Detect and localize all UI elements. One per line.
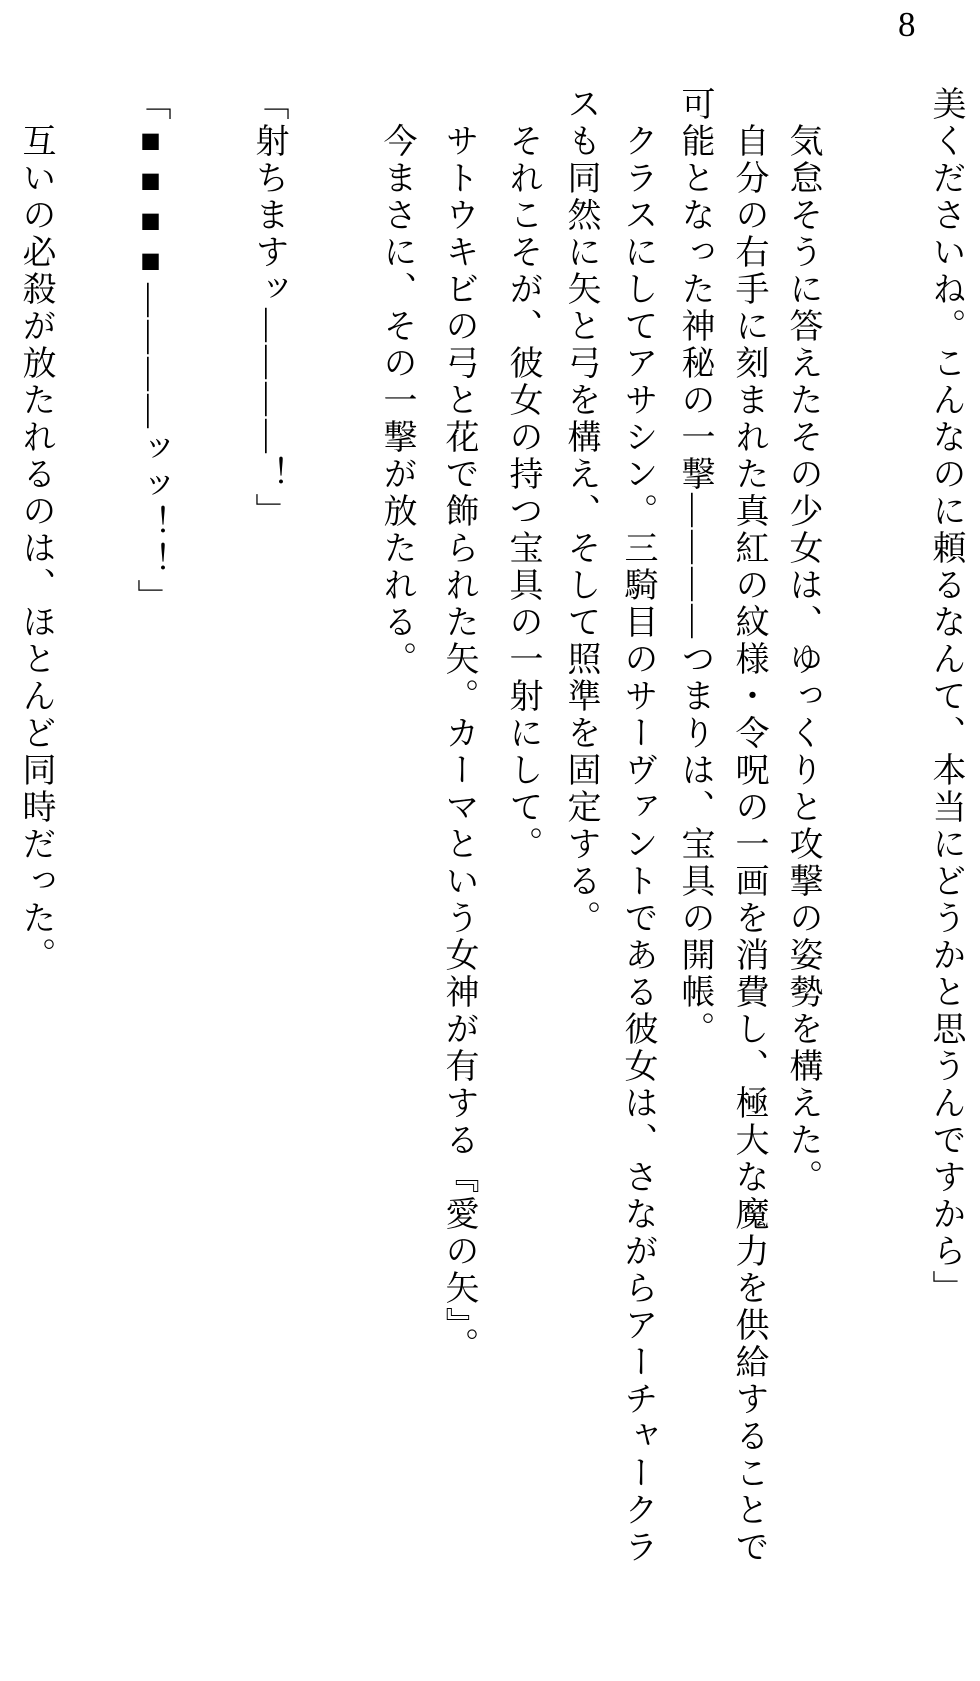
page-number: 8 — [898, 5, 916, 44]
text-line: 気怠そうに答えたその少女は、ゆっくりと攻撃の姿勢を構えた。 — [784, 86, 821, 1196]
text-line: 可能となった神秘の一撃――――つまりは、宝具の開帳。 — [676, 86, 713, 1048]
text-line: クラスにしてアサシン。三騎目のサーヴァントである彼女は、さながらアーチャークラ — [619, 86, 656, 1566]
text-line: スも同然に矢と弓を構え、そして照準を固定する。 — [562, 86, 599, 937]
text-line: 今まさに、その一撃が放たれる。 — [378, 86, 415, 678]
text-line: それこそが、彼女の持つ宝具の一射にして。 — [504, 86, 541, 863]
text-line: 自分の右手に刻まれた真紅の紋様・令呪の一画を消費し、極大な魔力を供給することで — [730, 86, 767, 1566]
text-line: 美くださいね。こんなのに頼るなんて、本当にどうかと思うんですから」 — [927, 86, 964, 1307]
text-line: 互いの必殺が放たれるのは、ほとんど同時だった。 — [17, 86, 54, 974]
text-line-dialogue-censored: 「■■■■――――ッッ！！」 — [132, 86, 169, 616]
text-line-dialogue: 「射ちますッ――――！」 — [250, 86, 287, 530]
text-line: サトウキビの弓と花で飾られた矢。カーマという女神が有する『愛の矢』。 — [440, 86, 477, 1364]
